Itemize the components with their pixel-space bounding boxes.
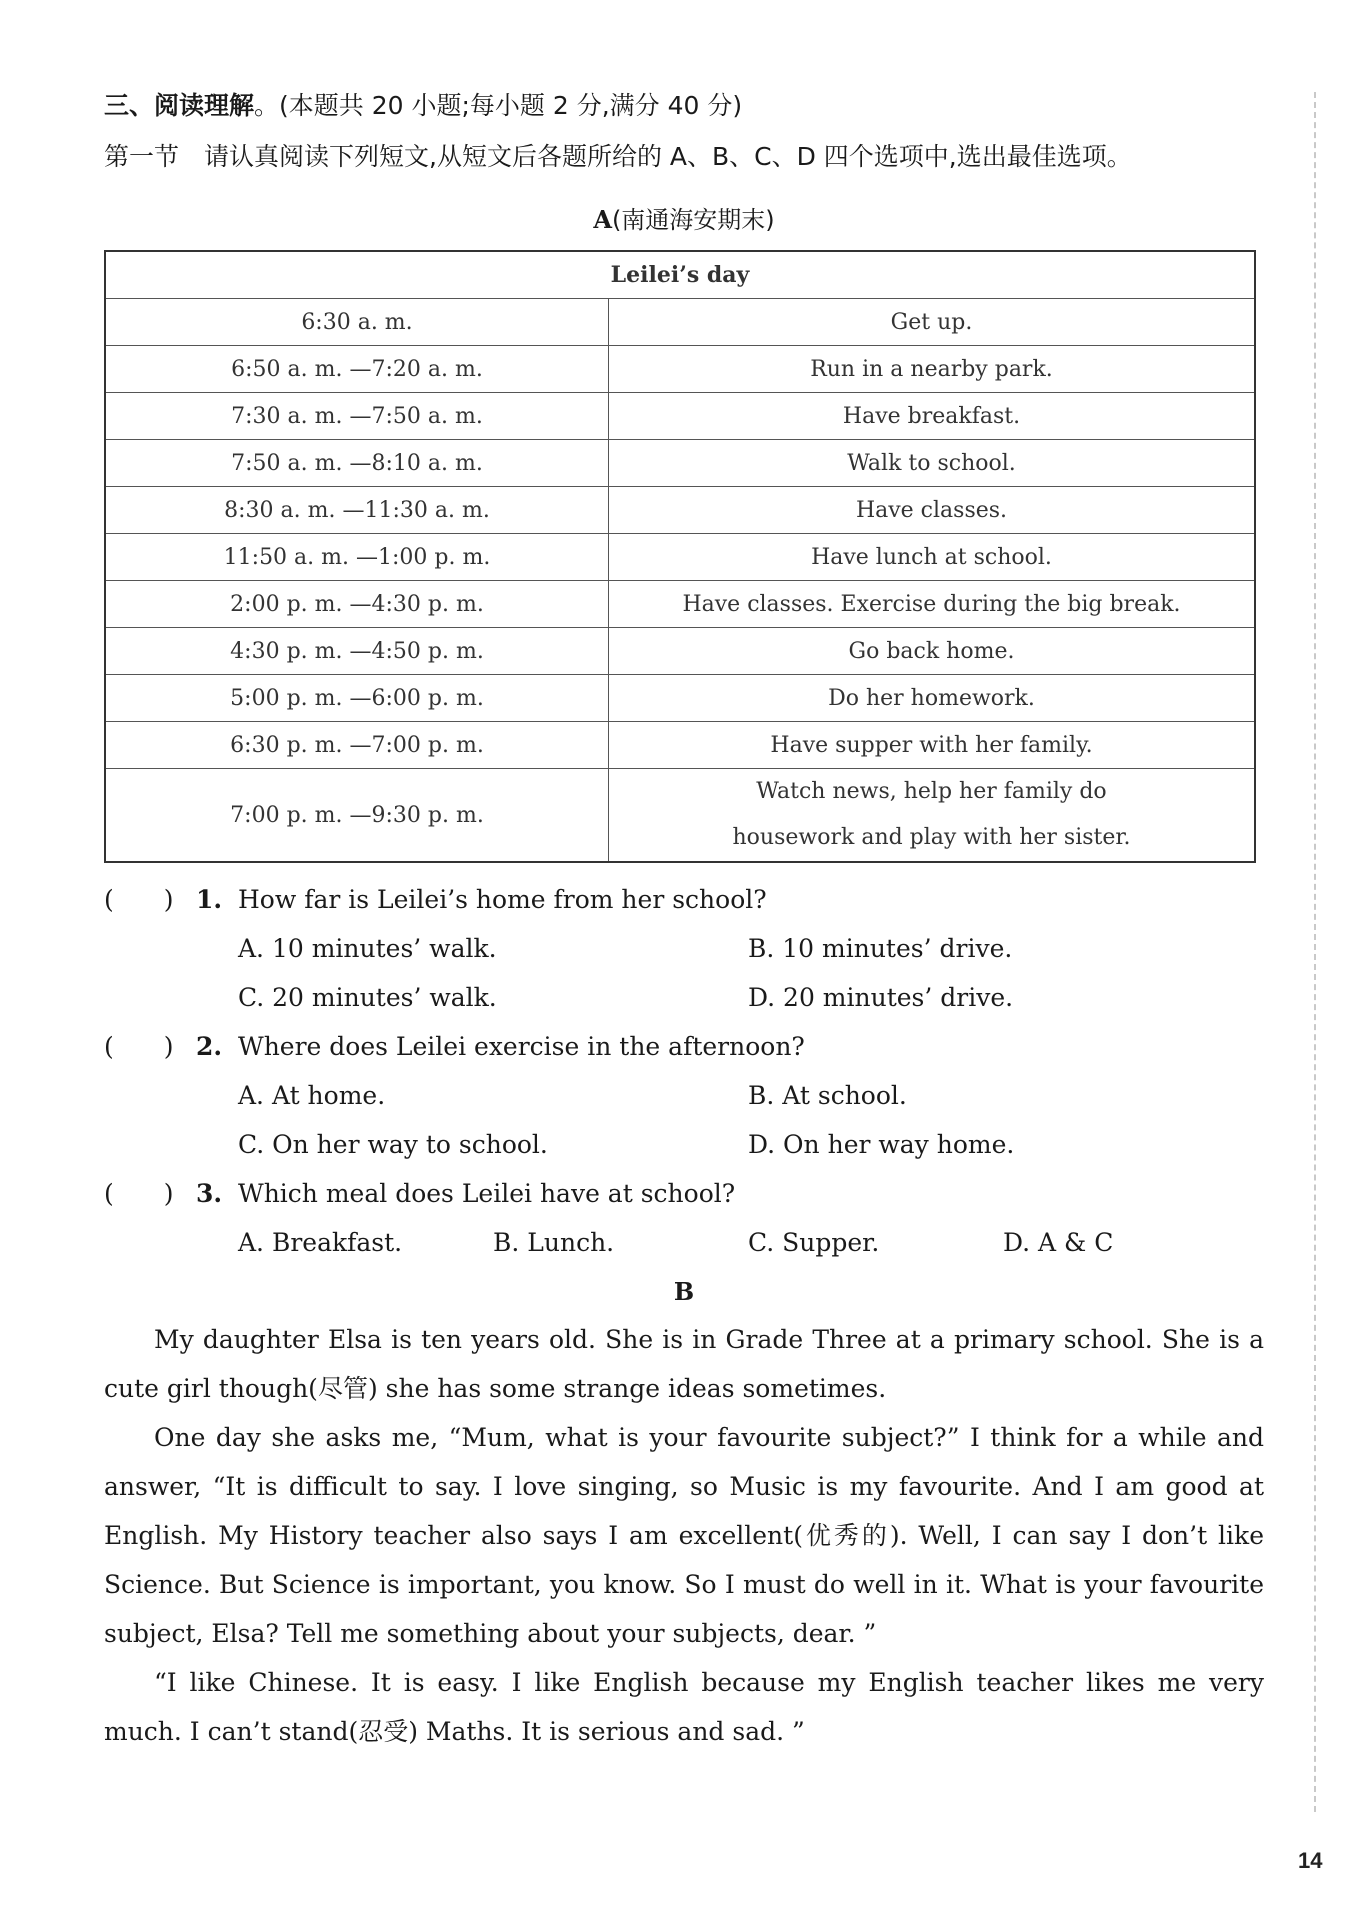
passage-b-paragraph: “I like Chinese. It is easy. I like English because my English teacher likes me very much. I can’t stand(忍受) Maths. It is serious and sad. ” xyxy=(104,1668,1264,1746)
activity-cell: Go back home. xyxy=(609,628,1256,675)
activity-line: housework and play with her sister. xyxy=(732,825,1131,850)
option-d: D. 20 minutes’ drive. xyxy=(748,983,1014,1012)
section-heading-note: 。(本题共 20 小题;每小题 2 分,满分 40 分) xyxy=(254,91,743,120)
activity-cell: Get up. xyxy=(609,299,1256,346)
question-1 xyxy=(104,875,1264,1022)
option-b: B. 10 minutes’ drive. xyxy=(748,934,1013,963)
option-d: D. A & C xyxy=(1003,1228,1114,1257)
schedule-table-title: Leilei’s day xyxy=(105,251,1255,299)
question-text: Where does Leilei exercise in the afternoon? xyxy=(238,1032,805,1061)
table-row xyxy=(105,440,1255,487)
question-number: 3. xyxy=(196,1179,223,1208)
option-list xyxy=(104,1218,1264,1267)
time-cell: 2:00 p. m. —4:30 p. m. xyxy=(105,581,609,628)
time-cell: 7:00 p. m. —9:30 p. m. xyxy=(105,769,609,863)
activity-cell: Have classes. xyxy=(609,487,1256,534)
option-c: C. Supper. xyxy=(748,1228,880,1257)
time-cell: 5:00 p. m. —6:00 p. m. xyxy=(105,675,609,722)
time-cell: 6:30 p. m. —7:00 p. m. xyxy=(105,722,609,769)
section-heading-title: 三、阅读理解 xyxy=(104,91,255,120)
table-row xyxy=(105,675,1255,722)
option-c: C. On her way to school. xyxy=(238,1130,548,1159)
page-number: 14 xyxy=(1298,1848,1323,1873)
schedule-table-body xyxy=(105,299,1255,863)
activity-cell: Run in a nearby park. xyxy=(609,346,1256,393)
table-row xyxy=(105,534,1255,581)
passage-a-title xyxy=(104,200,1264,240)
passage-a-source: (南通海安期末) xyxy=(611,206,775,234)
schedule-table xyxy=(104,250,1256,863)
question-number: 2. xyxy=(196,1032,223,1061)
time-cell: 7:50 a. m. —8:10 a. m. xyxy=(105,440,609,487)
section-heading xyxy=(104,84,1264,128)
question-text: Which meal does Leilei have at school? xyxy=(238,1179,736,1208)
question-number: 1. xyxy=(196,885,223,914)
option-b: B. At school. xyxy=(748,1081,907,1110)
question-3 xyxy=(104,1169,1264,1267)
activity-cell: Have lunch at school. xyxy=(609,534,1256,581)
activity-cell xyxy=(609,769,1256,863)
activity-cell: Have supper with her family. xyxy=(609,722,1256,769)
option-a: A. 10 minutes’ walk. xyxy=(238,934,497,963)
option-b: B. Lunch. xyxy=(493,1228,615,1257)
margin-dashed-rule xyxy=(1314,92,1316,1812)
time-cell: 7:30 a. m. —7:50 a. m. xyxy=(105,393,609,440)
section-instruction: 第一节 请认真阅读下列短文,从短文后各题所给的 A、B、C、D 四个选项中,选出最佳选项。 xyxy=(104,142,1132,171)
table-row xyxy=(105,299,1255,346)
passage-b-paragraph: One day she asks me, “Mum, what is your favourite subject?” I think for a while and answer, “It is difficult to say. I love singing, so Music is my favourite. And I am good at English. My History teacher also says I am excellent(优秀的). Well, I can say I don’t like Science. But Science is important, you know. So I must do well in it. What is your favourite subject, Elsa? Tell me something about your subjects, dear. ” xyxy=(104,1423,1264,1648)
question-2 xyxy=(104,1022,1264,1169)
option-c: C. 20 minutes’ walk. xyxy=(238,983,497,1012)
passage-a-letter: A xyxy=(593,205,612,234)
activity-line: Watch news, help her family do xyxy=(756,779,1107,804)
passage-b-title: B xyxy=(673,1277,695,1306)
table-row xyxy=(105,393,1255,440)
activity-cell: Have classes. Exercise during the big break. xyxy=(609,581,1256,628)
table-row xyxy=(105,722,1255,769)
question-text: How far is Leilei’s home from her school? xyxy=(238,885,767,914)
option-a: A. Breakfast. xyxy=(238,1228,403,1257)
activity-cell: Walk to school. xyxy=(609,440,1256,487)
time-cell: 6:30 a. m. xyxy=(105,299,609,346)
table-row xyxy=(105,769,1255,863)
table-row xyxy=(105,628,1255,675)
time-cell: 11:50 a. m. —1:00 p. m. xyxy=(105,534,609,581)
option-d: D. On her way home. xyxy=(748,1130,1015,1159)
activity-cell: Have breakfast. xyxy=(609,393,1256,440)
time-cell: 6:50 a. m. —7:20 a. m. xyxy=(105,346,609,393)
answer-blank[interactable]: ( ) xyxy=(104,885,174,914)
passage-b-paragraph: My daughter Elsa is ten years old. She is in Grade Three at a primary school. She is a cute girl though(尽管) she has some strange ideas sometimes. xyxy=(104,1325,1264,1403)
activity-cell: Do her homework. xyxy=(609,675,1256,722)
table-row xyxy=(105,346,1255,393)
table-row xyxy=(105,487,1255,534)
option-list xyxy=(104,1071,1264,1169)
answer-blank[interactable]: ( ) xyxy=(104,1179,174,1208)
answer-blank[interactable]: ( ) xyxy=(104,1032,174,1061)
option-list xyxy=(104,924,1264,1022)
option-a: A. At home. xyxy=(238,1081,386,1110)
page-content xyxy=(104,84,1264,1756)
time-cell: 8:30 a. m. —11:30 a. m. xyxy=(105,487,609,534)
table-row xyxy=(105,581,1255,628)
time-cell: 4:30 p. m. —4:50 p. m. xyxy=(105,628,609,675)
